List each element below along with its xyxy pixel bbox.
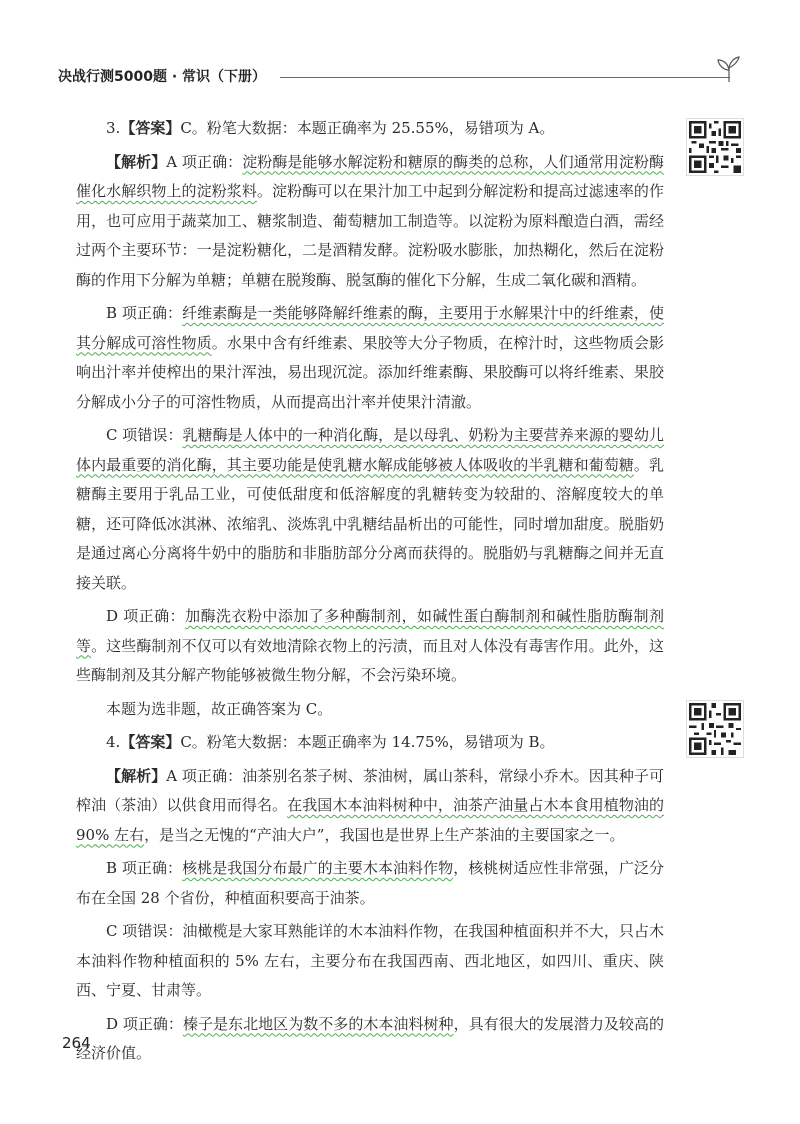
leaf-sprout-icon: [714, 54, 744, 84]
q3-analysis-c: [76, 421, 664, 598]
q4-analysis-label: 【解析】: [106, 766, 167, 785]
q3-analysis-a: [76, 148, 664, 296]
q4-d-rest: ，具有很大的发展潜力及较高的经济价值。: [76, 1014, 664, 1062]
q4-b-highlight: 核桃是我国分布最广的主要木本油料作物: [182, 859, 454, 877]
q4-analysis-b: [76, 854, 664, 913]
q4-answer-text: C。粉笔大数据：本题正确率为 14.75%，易错项为 B。: [180, 733, 555, 751]
q3-d-rest: 。这些酶制剂不仅可以有效地清除衣物上的污渍，而且对人体没有毒害作用。此外，这些酶制剂及其分解产物能够被微生物分解，不会污染环境。: [76, 636, 664, 684]
q3-answer: [76, 114, 664, 144]
q4-analysis-d: [76, 1010, 664, 1069]
q3-b-highlight: 纤维素酶是一类能够降解纤维素的酶，主要用于水解果汁中的纤维素，使其分解成可溶性物质: [76, 304, 664, 352]
q4-a-prefix: A 项正确：油茶别名茶子树、茶油树，属山茶科，常绿小乔木。因其种子可榨油（茶油）以供食用而得名。: [76, 766, 664, 814]
q3-analysis-b: [76, 299, 664, 417]
q4-a-rest: ，是当之无愧的“产油大户”，我国也是世界上生产茶油的主要国家之一。: [144, 825, 625, 844]
q4-answer: [76, 728, 664, 758]
q4-analysis-a: [76, 762, 664, 851]
q3-c-prefix: C 项错误：: [106, 426, 183, 444]
q3-conclusion: 本题为选非题，故正确答案为 C。: [106, 699, 333, 718]
q3-d-highlight: 加酶洗衣粉中添加了多种酶制剂，如碱性蛋白酶制剂和碱性脂肪酶制剂等: [76, 607, 664, 655]
q4-analysis-c: C 项错误：油橄榄是大家耳熟能详的木本油料作物，在我国种植面积并不大，只占木本油料作物种植面积的 5% 左右，主要分布在我国西南、西北地区，如四川、重庆、陕西、宁夏、甘肃等。: [76, 922, 664, 999]
book-title: 决战行测5000题 · 常识（下册）: [58, 69, 267, 85]
q4-answer-label: 【答案】: [120, 733, 181, 751]
qr-code-icon[interactable]: [686, 118, 744, 176]
header-rule: [280, 77, 730, 78]
q3-a-prefix: A 项正确：: [166, 152, 243, 171]
q3-d-prefix: D 项正确：: [106, 607, 186, 625]
q4-b-prefix: B 项正确：: [106, 859, 183, 877]
q3-b-rest: 。水果中含有纤维素、果胶等大分子物质，在榨汁时，这些物质会影响出汁率并使榨出的果汁浑浊，易出现沉淀。添加纤维素酶、果胶酶可以将纤维素、果胶分解成小分子的可溶性物质，从而提高出汁率并使果汁清澈。: [76, 333, 664, 411]
q4-d-highlight: 榛子是东北地区为数不多的木本油料树种: [182, 1014, 454, 1033]
q3-b-prefix: B 项正确：: [106, 304, 183, 322]
q4-b-rest: ，核桃树适应性非常强，广泛分布在全国 28 个省份，种植面积要高于油茶。: [76, 859, 664, 907]
q3-answer-label: 【答案】: [120, 119, 181, 137]
answer-analysis-body: [76, 114, 664, 1073]
q3-analysis-d: [76, 602, 664, 691]
q3-c-rest: 。乳糖酶主要用于乳品工业，可使低甜度和低溶解度的乳糖转变为较甜的、溶解度较大的单糖，还可降低冰淇淋、浓缩乳、淡炼乳中乳糖结晶析出的可能性，同时增加甜度。脱脂奶是通过离心分离将牛奶中的脂肪和非脂肪部分分离而获得的。脱脂奶与乳糖酶之间并无直接关联。: [76, 455, 664, 592]
page-header: [58, 66, 748, 90]
q3-answer-text: C。粉笔大数据：本题正确率为 25.55%，易错项为 A。: [180, 119, 555, 137]
q3-c-highlight: 乳糖酶是人体中的一种消化酶，是以母乳、奶粉为主要营养来源的婴幼儿体内最重要的消化酶，其主要功能是使乳糖水解成能够被人体吸收的半乳糖和葡萄糖: [76, 426, 664, 474]
q4-number: 4.: [106, 733, 121, 751]
qr-code-icon[interactable]: [686, 700, 744, 758]
q3-number: 3.: [106, 119, 121, 137]
q3-a-rest: 。淀粉酶可以在果汁加工中起到分解淀粉和提高过滤速率的作用，也可应用于蔬菜加工、糖浆制造、葡萄糖加工制造等。以淀粉为原料酿造白酒，需经过两个主要环节：一是淀粉糖化，二是酒精发酵。淀粉吸水膨胀，加热糊化，然后在淀粉酶的作用下分解为单糖；单糖在脱羧酶、脱氢酶的催化下分解，生成二氧化碳和酒精。: [76, 182, 664, 289]
q3-analysis-label: 【解析】: [106, 152, 167, 171]
q4-d-prefix: D 项正确：: [106, 1014, 183, 1033]
q4-a-highlight: 在我国木本油料树种中，油茶产油量占木本食用植物油的 90% 左右: [76, 796, 664, 844]
page-number: 264: [62, 1034, 91, 1052]
q3-a-highlight: 淀粉酶是能够水解淀粉和糖原的酶类的总称，人们通常用淀粉酶催化水解织物上的淀粉浆料: [76, 152, 664, 200]
